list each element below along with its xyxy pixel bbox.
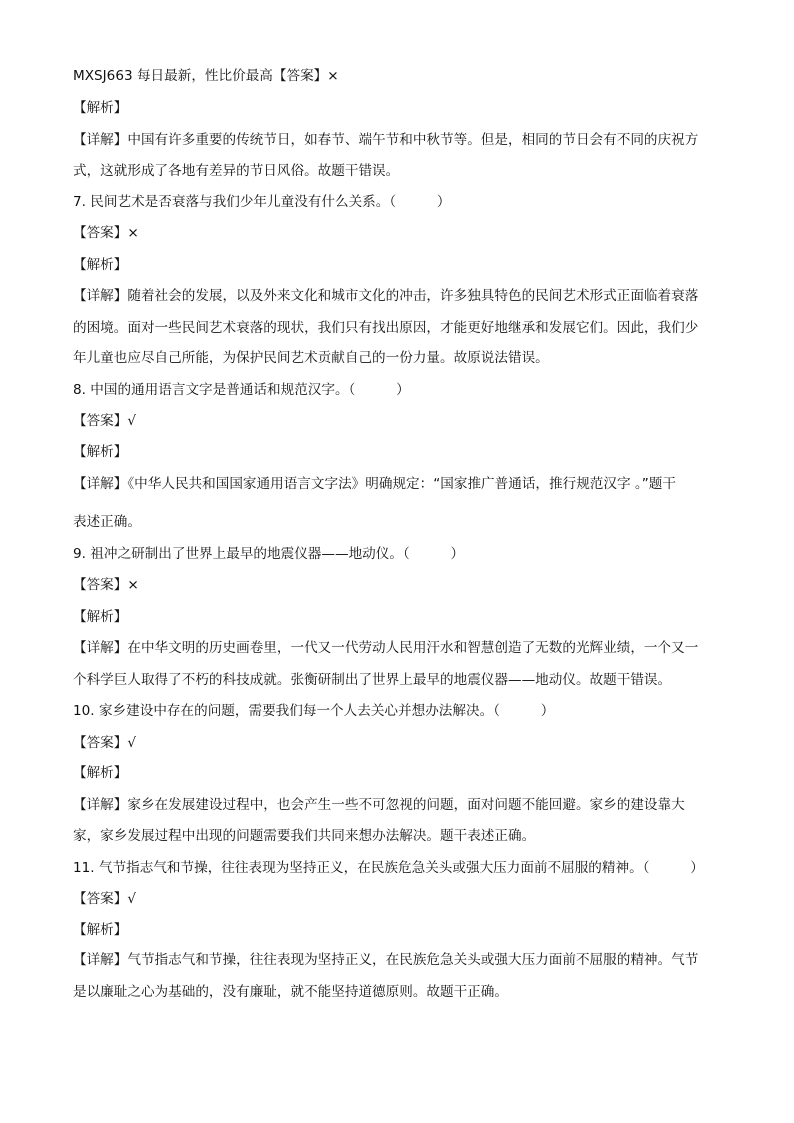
- text-line: 11. 气节指志气和节操，往往表现为坚持正义，在民族危急关头或强大压力面前不屈服的精神。（ ）: [73, 860, 704, 876]
- text-line: 【答案】√: [73, 735, 137, 751]
- text-line: 8. 中国的通用语言文字是普通话和规范汉字。（ ）: [73, 382, 410, 398]
- text-line: 9. 祖冲之研制出了世界上最早的地震仪器——地动仪。（ ）: [73, 546, 465, 562]
- text-line: 【解析】: [73, 257, 128, 273]
- text-line: 【答案】×: [73, 577, 139, 593]
- text-line: 【详解】《中华人民共和国国家通用语言文字法》明确规定：“国家推广普通话，推行规范汉字 。”题干: [73, 476, 676, 492]
- text-line: 【详解】随着社会的发展，以及外来文化和城市文化的冲击，许多独具特色的民间艺术形式正面临着衰落: [73, 288, 699, 304]
- text-line: 【解析】: [73, 444, 128, 460]
- text-line: 【答案】√: [73, 891, 137, 907]
- text-line: 年儿童也应尽自己所能，为保护民间艺术贡献自己的一份力量。故原说法错误。: [73, 350, 549, 366]
- text-line: 【答案】×: [73, 225, 139, 241]
- answer-tag: 【答案】: [272, 68, 328, 84]
- text-line: 7. 民间艺术是否衰落与我们少年儿童没有什么关系。（ ）: [73, 194, 451, 210]
- text-line: 【答案】√: [73, 413, 137, 429]
- header-line: [73, 66, 339, 86]
- text-line: 【解析】: [73, 765, 128, 781]
- text-line: 【解析】: [73, 609, 128, 625]
- text-line: 【详解】中国有许多重要的传统节日，如春节、端午节和中秋节等。但是，相同的节日会有不同的庆祝方: [73, 132, 699, 148]
- text-line: 【详解】气节指志气和节操，往往表现为坚持正义，在民族危急关头或强大压力面前不屈服的精神。气节: [73, 952, 699, 968]
- text-line: 10. 家乡建设中存在的问题，需要我们每一个人去关心并想办法解决。（ ）: [73, 703, 555, 719]
- text-line: 个科学巨人取得了不朽的科技成就。张衡研制出了世界上最早的地震仪器——地动仪。故题干错误。: [73, 672, 672, 688]
- header-prefix: MXSJ663 每日最新，性比价最高: [73, 68, 273, 84]
- text-line: 【解析】: [73, 100, 128, 116]
- text-line: 【解析】: [73, 922, 128, 938]
- text-line: 【详解】家乡在发展建设过程中，也会产生一些不可忽视的问题，面对问题不能回避。家乡的建设靠大: [73, 797, 685, 813]
- text-line: 的困境。面对一些民间艺术衰落的现状，我们只有找出原因，才能更好地继承和发展它们。因此，我们少: [73, 320, 699, 336]
- text-line: 表述正确。: [73, 514, 141, 530]
- answer-mark: ×: [327, 68, 339, 84]
- text-line: 是以廉耻之心为基础的，没有廉耻，就不能坚持道德原则。故题干正确。: [73, 984, 508, 1000]
- text-line: 【详解】在中华文明的历史画卷里，一代又一代劳动人民用汗水和智慧创造了无数的光辉业绩，一个又一: [73, 640, 699, 656]
- text-line: 式，这就形成了各地有差异的节日风俗。故题干错误。: [73, 163, 400, 179]
- text-line: 家，家乡发展过程中出现的问题需要我们共同来想办法解决。题干表述正确。: [73, 828, 536, 844]
